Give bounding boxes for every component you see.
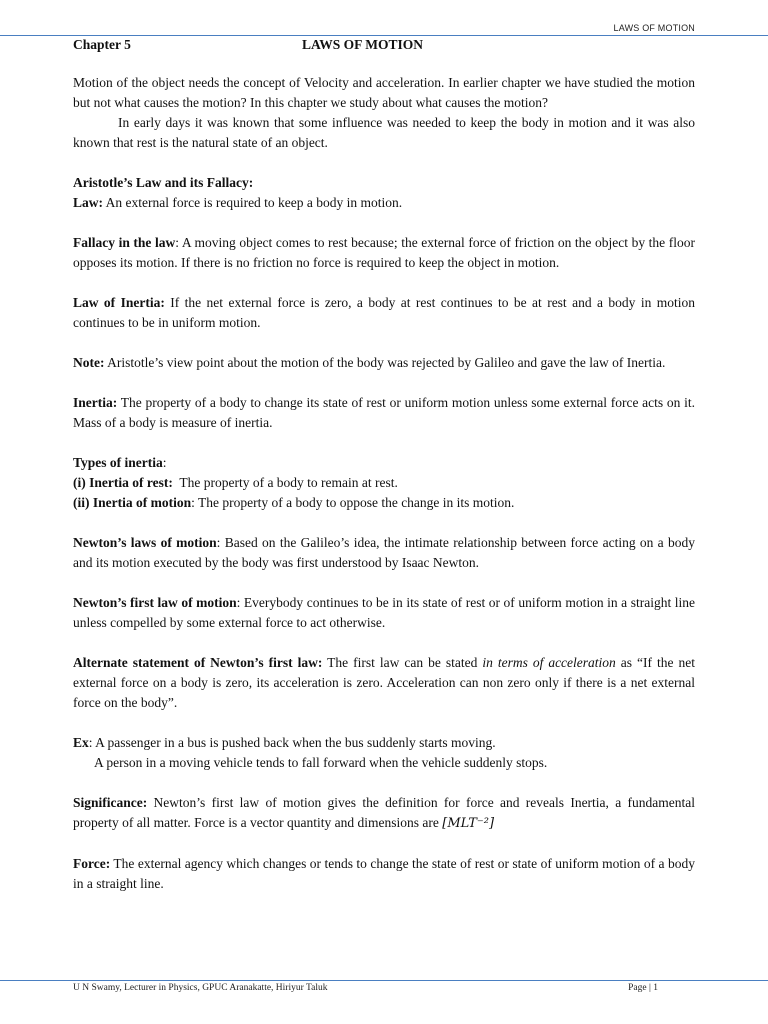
fallacy-paragraph: Fallacy in the law: A moving object comes to rest because; the external force of friction on the object by the floor opposes its motion. If there is no friction no force is required to keep the object in motion. — [73, 235, 695, 270]
header-rule — [0, 35, 768, 36]
inertia-of-rest: (i) Inertia of rest: The property of a body to remain at rest. — [73, 475, 398, 490]
page-title: LAWS OF MOTION — [302, 37, 424, 52]
page-number: Page | 1 — [628, 983, 658, 993]
law-of-inertia-paragraph: Law of Inertia: If the net external force is zero, a body at rest continues to be at rest and a body in motion continues to be in uniform motion. — [73, 295, 695, 330]
inertia-paragraph: Inertia: The property of a body to change its state of rest or uniform motion unless some external force acts on it. Mass of a body is measure of inertia. — [73, 395, 695, 430]
running-header: LAWS OF MOTION — [613, 23, 695, 33]
alternate-statement-paragraph: Alternate statement of Newton’s first law: The first law can be stated in terms of acceleration as “If the net external force on a body is zero, its acceleration is zero. Acceleration can non zero only if there is a net external force on the body”. — [73, 655, 695, 710]
example-line-1: Ex: A passenger in a bus is pushed back when the bus suddenly starts moving. — [73, 735, 496, 750]
significance-paragraph: Significance: Newton’s first law of motion gives the definition for force and reveals Inertia, a fundamental property of all matter. Force is a vector quantity and dimensions are [MLT⁻²] — [73, 795, 695, 831]
force-paragraph: Force: The external agency which changes or tends to change the state of rest or state of uniform motion of a body in a straight line. — [73, 856, 695, 891]
types-heading: Types of inertia: — [73, 455, 167, 470]
example-line-2: A person in a moving vehicle tends to fall forward when the vehicle suddenly stops. — [94, 755, 548, 770]
chapter-label: Chapter 5 — [73, 37, 131, 52]
footer-rule — [0, 980, 768, 981]
inertia-of-motion: (ii) Inertia of motion: The property of a body to oppose the change in its motion. — [73, 495, 515, 510]
footer-author: U N Swamy, Lecturer in Physics, GPUC Aranakatte, Hiriyur Taluk — [73, 983, 328, 993]
dimension-formula: [MLT⁻²] — [442, 816, 495, 831]
intro-paragraph-2: In early days it was known that some influence was needed to keep the body in motion and it was also known that rest is the natural state of an object. — [73, 115, 695, 150]
intro-paragraph: Motion of the object needs the concept of Velocity and acceleration. In earlier chapter we have studied the motion but not what causes the motion? In this chapter we study about what causes the motion? — [73, 75, 695, 110]
first-law-paragraph: Newton’s first law of motion: Everybody continues to be in its state of rest or of uniform motion in a straight line unless compelled by some external force to act otherwise. — [73, 595, 695, 630]
aristotle-heading: Aristotle’s Law and its Fallacy: — [73, 175, 254, 190]
note-paragraph: Note: Aristotle’s view point about the motion of the body was rejected by Galileo and gave the law of Inertia. — [73, 355, 666, 370]
document-body — [73, 73, 695, 894]
newtons-laws-paragraph: Newton’s laws of motion: Based on the Galileo’s idea, the intimate relationship between force acting on a body and its motion executed by the body was first understood by Isaac Newton. — [73, 535, 695, 570]
aristotle-law: Law: An external force is required to keep a body in motion. — [73, 195, 403, 210]
